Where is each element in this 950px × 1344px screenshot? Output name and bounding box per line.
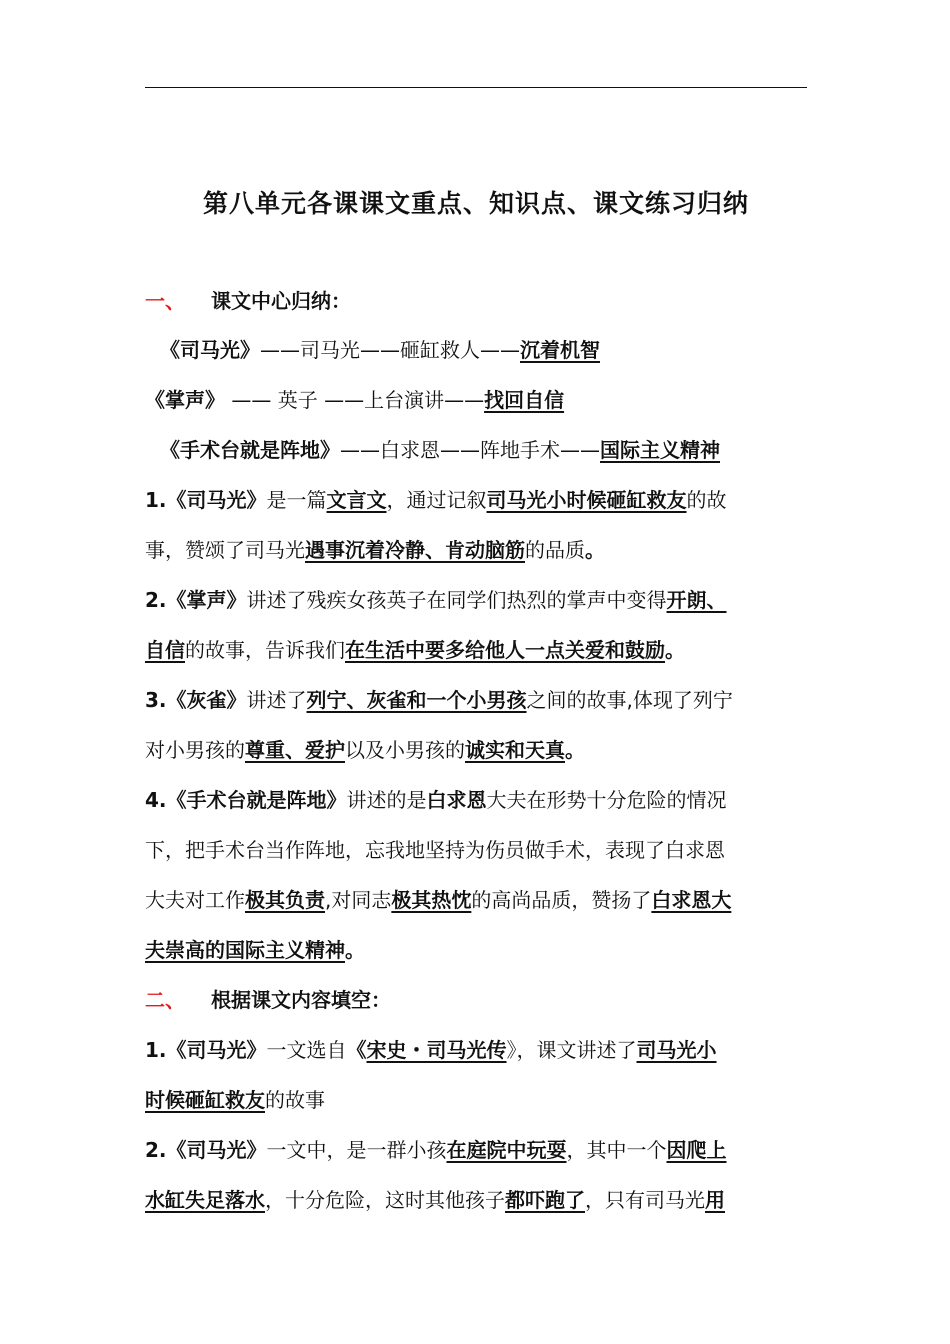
section-number: 二、 — [145, 988, 185, 1012]
section-heading-1 — [145, 286, 810, 316]
text: 大夫在形势十分危险的情况 — [486, 788, 727, 812]
text: 讲述了 — [246, 688, 307, 712]
text: 以及小男孩的 — [345, 738, 465, 762]
summary-text: ——司马光——砸缸救人—— — [260, 338, 520, 362]
key-phrase: 遇事沉着冷静、肯动脑筋 — [305, 538, 525, 562]
lesson-title: 《司马光》 — [160, 338, 260, 362]
text: ，十分危险，这时其他孩子 — [265, 1188, 505, 1212]
answer: 宋史・司马光传 — [366, 1038, 507, 1062]
key-phrase: 极其负责 — [245, 888, 325, 912]
key-phrase: 白求恩大 — [651, 888, 732, 912]
summary-key: 国际主义精神 — [600, 438, 720, 462]
text: 一文选自 — [266, 1038, 347, 1062]
text: 之间的故事,体现了列宁 — [526, 688, 733, 712]
page-title: 第八单元各课课文重点、知识点、课文练习归纳 — [202, 189, 749, 218]
text: ，通过记叙 — [386, 488, 487, 512]
text: 。 — [665, 638, 685, 662]
text: 讲述了残疾女孩英子在同学们热烈的掌声中变得 — [246, 588, 667, 612]
summary-key: 找回自信 — [484, 388, 565, 412]
question-line — [145, 1135, 810, 1165]
text: 一文中，是一群小孩 — [266, 1138, 447, 1162]
lesson-title: 1.《司马光》 — [145, 1038, 267, 1062]
key-phrase: 夫崇高的国际主义精神 — [145, 938, 345, 962]
lesson-title: 《掌声》 — [145, 388, 225, 412]
key-phrase: 列宁、灰雀和一个小男孩 — [306, 688, 527, 712]
text: 大夫对工作 — [145, 888, 245, 912]
summary-line — [160, 335, 825, 365]
text: 的故事 — [265, 1088, 325, 1112]
paragraph-line — [145, 935, 810, 965]
key-phrase: 诚实和天真 — [465, 738, 565, 762]
paragraph-line — [145, 885, 810, 915]
question-line — [145, 1035, 810, 1065]
lesson-title: 《手术台就是阵地》 — [160, 438, 340, 462]
summary-line — [145, 385, 810, 415]
text: 。 — [345, 938, 365, 962]
key-phrase: 在生活中要多给他人一点关爱和鼓励 — [345, 638, 665, 662]
paragraph-line — [145, 685, 810, 715]
answer: 用 — [705, 1188, 725, 1212]
text: 的故事，告诉我们 — [185, 638, 345, 662]
key-phrase: 白求恩 — [426, 788, 487, 812]
section-label: 课文中心归纳： — [211, 289, 351, 313]
paragraph-line — [145, 785, 810, 815]
text: 。 — [585, 538, 605, 562]
key-phrase: 极其热忱 — [391, 888, 472, 912]
lesson-title: 4.《手术台就是阵地》 — [145, 788, 347, 812]
summary-line — [160, 435, 825, 465]
answer: 因爬上 — [666, 1138, 727, 1162]
answer: 都吓跑了 — [505, 1188, 585, 1212]
text: 《 — [346, 1038, 367, 1062]
key-phrase: 开朗、 — [666, 588, 727, 612]
question-line — [145, 1085, 810, 1115]
summary-text: ——白求恩——阵地手术—— — [340, 438, 600, 462]
lesson-title: 2.《司马光》 — [145, 1138, 267, 1162]
text: 事，赞颂了司马光 — [145, 538, 305, 562]
section-label: 根据课文内容填空： — [211, 988, 391, 1012]
answer: 在庭院中玩耍 — [446, 1138, 567, 1162]
text: 下，把手术台当作阵地，忘我地坚持为伤员做手术，表现了白求恩 — [145, 838, 725, 862]
paragraph-line — [145, 585, 810, 615]
text: 的品质 — [525, 538, 585, 562]
header-rule — [145, 87, 807, 88]
text: 。 — [565, 738, 585, 762]
text: ,对同志 — [325, 888, 392, 912]
question-line — [145, 1185, 810, 1215]
summary-key: 沉着机智 — [520, 338, 600, 362]
text: 是一篇 — [266, 488, 327, 512]
answer: 时候砸缸救友 — [145, 1088, 265, 1112]
paragraph-line — [145, 735, 810, 765]
lesson-title: 2.《掌声》 — [145, 588, 247, 612]
paragraph-line — [145, 485, 810, 515]
text: ，只有司马光 — [585, 1188, 705, 1212]
section-heading-2 — [145, 985, 810, 1015]
paragraph-line — [145, 635, 810, 665]
paragraph-line — [145, 535, 810, 565]
summary-text: —— 英子 ——上台演讲—— — [225, 388, 485, 412]
text: 》，课文讲述了 — [506, 1038, 637, 1062]
key-phrase: 自信 — [145, 638, 185, 662]
text: 的故 — [686, 488, 727, 512]
key-phrase: 司马光小时候砸缸救友 — [486, 488, 687, 512]
lesson-title: 1.《司马光》 — [145, 488, 267, 512]
answer: 司马光小 — [636, 1038, 717, 1062]
paragraph-line — [145, 835, 810, 865]
text: 讲述的是 — [346, 788, 427, 812]
answer: 水缸失足落水 — [145, 1188, 265, 1212]
text: 的高尚品质，赞扬了 — [471, 888, 652, 912]
lesson-title: 3.《灰雀》 — [145, 688, 247, 712]
key-phrase: 尊重、爱护 — [245, 738, 345, 762]
section-number: 一、 — [145, 289, 185, 313]
text: 对小男孩的 — [145, 738, 245, 762]
key-phrase: 文言文 — [326, 488, 387, 512]
text: ，其中一个 — [566, 1138, 667, 1162]
